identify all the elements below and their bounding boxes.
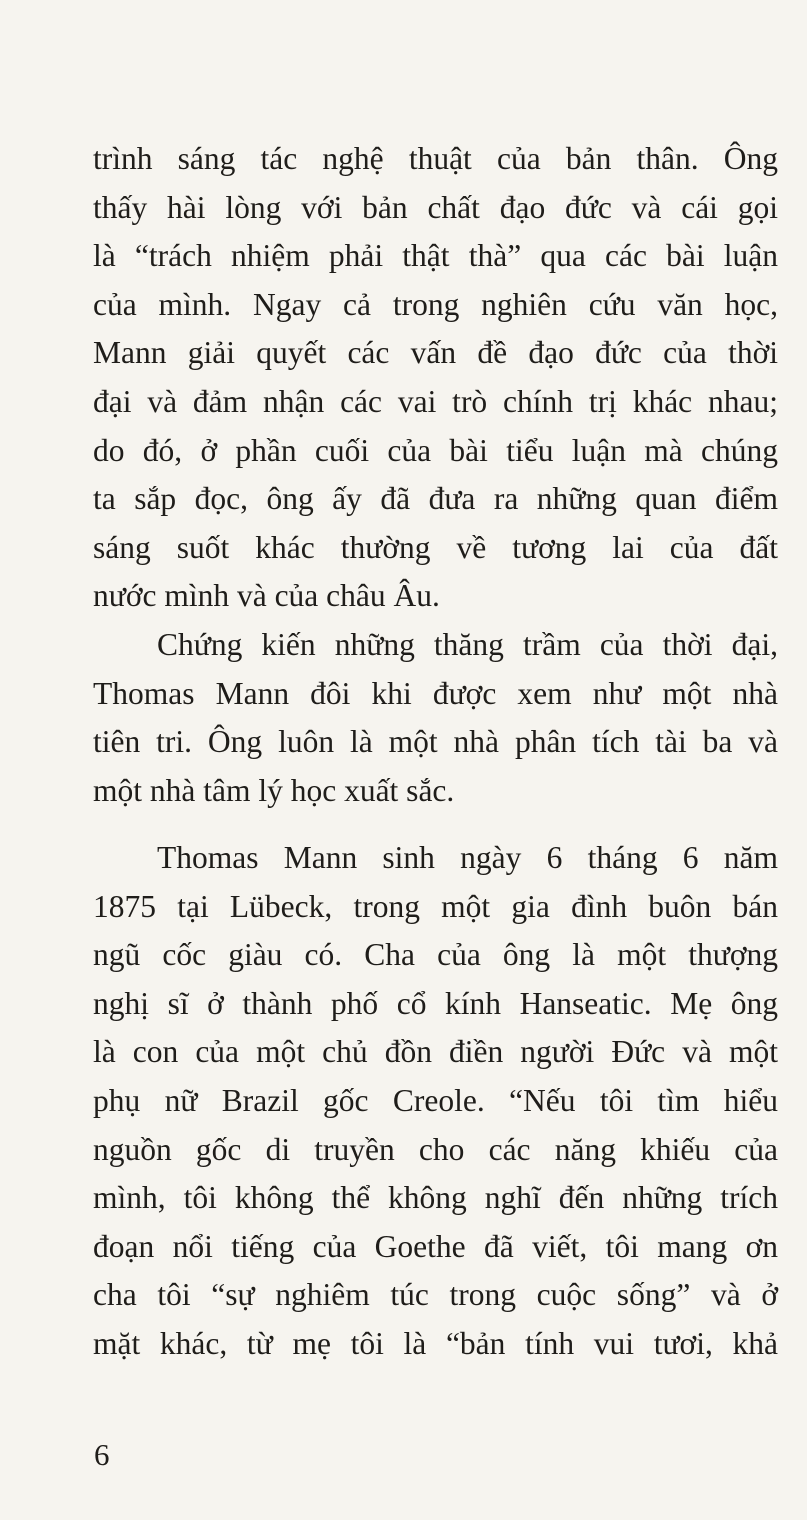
text-line: Chứng kiến những thăng trầm của thời đại, [157,627,778,662]
text-line: đại và đảm nhận các vai trò chính trị khác nhau; [93,383,778,419]
page-number: 6 [94,1437,110,1472]
paragraph-3 [93,834,778,1369]
paragraph-1 [93,135,778,621]
text-line: một nhà tâm lý học xuất sắc. [93,772,455,808]
text-line: Thomas Mann sinh ngày 6 tháng 6 năm [157,840,778,875]
text-line: Mann giải quyết các vấn đề đạo đức của thời [93,335,778,371]
text-line: do đó, ở phần cuối của bài tiểu luận mà chúng [93,432,778,468]
text-line: cha tôi “sự nghiêm túc trong cuộc sống” và ở [93,1277,778,1313]
text-line: của mình. Ngay cả trong nghiên cứu văn học, [93,286,778,322]
text-line: phụ nữ Brazil gốc Creole. “Nếu tôi tìm hiểu [93,1082,778,1118]
text-line: trình sáng tác nghệ thuật của bản thân. Ông [93,141,778,176]
text-line: nước mình và của châu Âu. [93,578,440,614]
text-line: là “trách nhiệm phải thật thà” qua các bài luận [93,238,778,274]
text-line: 1875 tại Lübeck, trong một gia đình buôn bán [93,888,778,924]
text-line: mình, tôi không thể không nghĩ đến những trích [93,1180,778,1216]
text-line: nghị sĩ ở thành phố cổ kính Hanseatic. Mẹ ông [93,985,778,1021]
text-line: tiên tri. Ông luôn là một nhà phân tích tài ba và [93,724,778,760]
text-line: ngũ cốc giàu có. Cha của ông là một thượng [93,937,778,973]
text-line: nguồn gốc di truyền cho các năng khiếu của [93,1131,778,1167]
text-line: Thomas Mann đôi khi được xem như một nhà [93,675,778,711]
text-line: sáng suốt khác thường về tương lai của đất [93,529,778,565]
text-line: thấy hài lòng với bản chất đạo đức và cái gọi [93,189,778,225]
text-line: mặt khác, từ mẹ tôi là “bản tính vui tươi, khả [93,1325,778,1361]
paragraph-2 [93,621,778,815]
text-line: ta sắp đọc, ông ấy đã đưa ra những quan điểm [93,481,778,517]
text-line: đoạn nổi tiếng của Goethe đã viết, tôi mang ơn [93,1228,778,1264]
text-line: là con của một chủ đồn điền người Đức và một [93,1034,778,1070]
